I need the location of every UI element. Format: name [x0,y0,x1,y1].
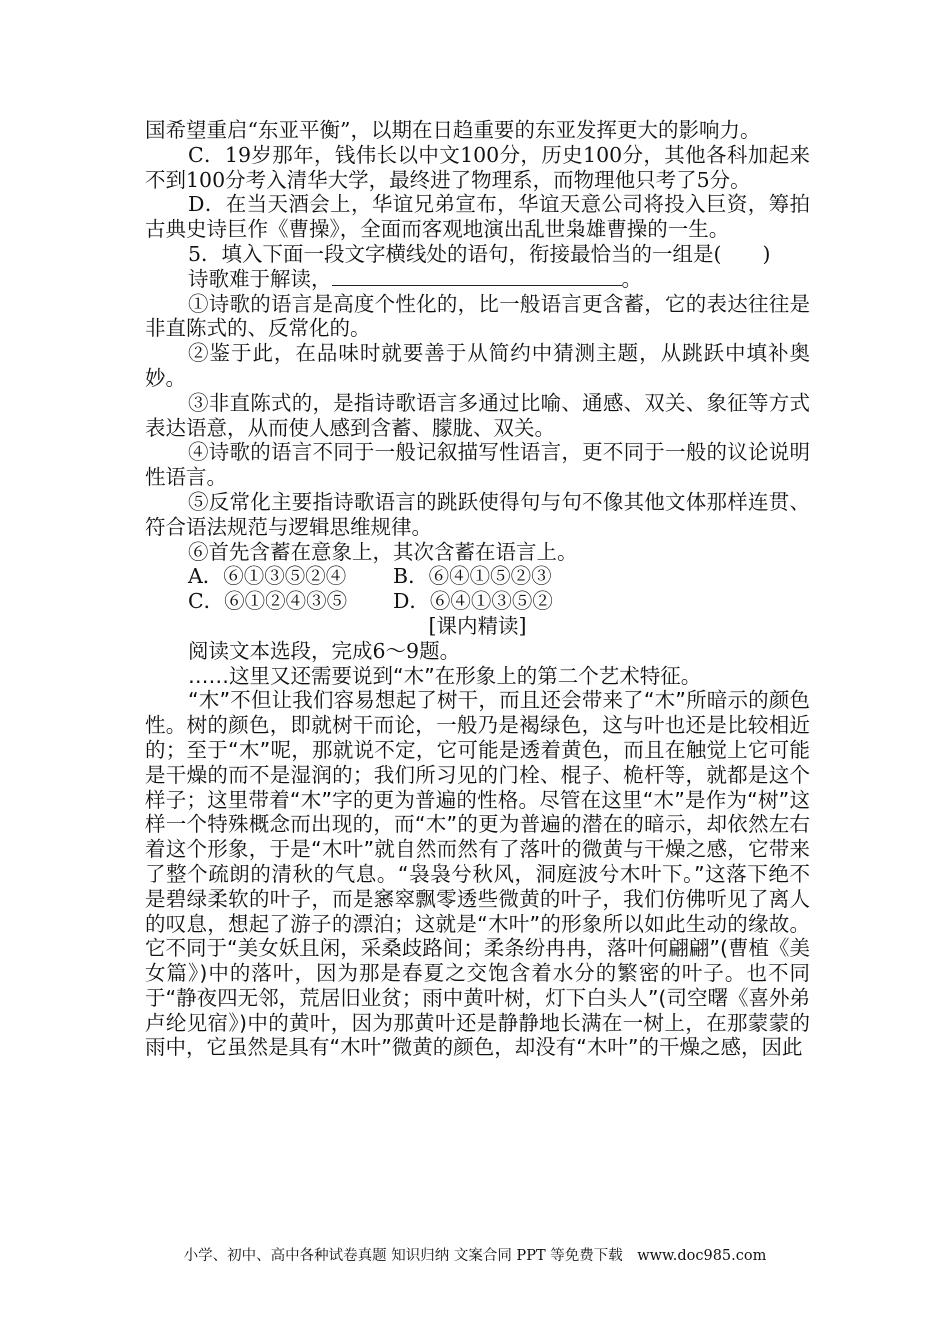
sentence-1: ①诗歌的语言是高度个性化的，比一般语言更含蓄，它的表达往往是非直陈式的、反常化的。 [145,291,810,341]
options-row-1 [145,564,810,589]
reading-instruction: 阅读文本选段，完成6～9题。 [188,638,461,663]
sentence-4: ④诗歌的语言不同于一般记叙描写性语言，更不同于一般的议论说明性语言。 [145,440,810,490]
sentence-3: ③非直陈式的，是指诗歌语言多通过比喻、通感、双关、象征等方式表达语意，从而使人感到含蓄、朦胧、双关。 [145,390,810,440]
sentence-2: ②鉴于此，在品味时就要善于从简约中猜测主题，从跳跃中填补奥妙。 [145,341,810,390]
options-row-2 [145,589,810,614]
option-d: D．⑥④①③⑤② [393,589,553,614]
page-footer: 小学、初中、高中各种试卷真题 知识归纳 文案合同 PPT 等免费下载 www.doc985.com [183,1248,767,1264]
option-b-continuation: 国希望重启“东亚平衡”，以期在日趋重要的东亚发挥更大的影响力。 [145,118,761,142]
excerpt-body: “木”不但让我们容易想起了树干，而且还会带来了“木”所暗示的颜色性。树的颜色，即就树干而论，一般乃是褐绿色，这与叶也还是比较相近的；至于“木”呢，那就说不定，它可能是透着黄色，而且在触觉上它可能是干燥的而不是湿润的；我们所习见的门栓、棍子、桅杆等，就都是这个样子；这里带着“木”字的更为普遍的性格。尽管在这里“木”是作为“树”这样一个特殊概念而出现的，而“木”的更为普遍的潜在的暗示，却依然左右着这个形象，于是“木叶”就自然而然有了落叶的微黄与干燥之感，它带来了整个疏朗的清秋的气息。“袅袅兮秋风，洞庭波兮木叶下。”这落下绝不是碧绿柔软的叶子，而是窸窣飘零透些微黄的叶子，我们仿佛听见了离人的叹息，想起了游子的漂泊；这就是“木叶”的形象所以如此生动的缘故。它不同于“美女妖且闲，采桑歧路间；柔条纷冉冉，落叶何翩翩”(曹植《美女篇》)中的落叶，因为那是春夏之交饱含着水分的繁密的叶子。也不同于“静夜四无邻，荒居旧业贫；雨中黄叶树，灯下白头人”(司空曙《喜外弟卢纶见宿》)中的黄叶，因为那黄叶还是静静地长满在一树上，在那蒙蒙的雨中，它虽然是具有“木叶”微黄的颜色，却没有“木叶”的干燥之感，因此 [145,688,810,1060]
stem-end: 。 [621,266,642,291]
question-5-stem [145,267,810,292]
excerpt-lead: ……这里又还需要说到“木”在形象上的第二个艺术特征。 [188,663,702,688]
sentence-5: ⑤反常化主要指诗歌语言的跳跃使得句与句不像其他文体那样连贯、符合语法规范与逻辑思维规律。 [145,489,810,539]
option-c-paragraph: C．19岁那年，钱伟长以中文100分，历史100分，其他各科加起来不到100分考入清华大学，最终进了物理系，而物理他只考了5分。 [145,142,810,192]
option-d-paragraph: D．在当天酒会上，华谊兄弟宣布，华谊天意公司将投入巨资，筹拍古典史诗巨作《曹操》，全面而客观地演出乱世枭雄曹操的一生。 [145,192,810,242]
stem-text: 诗歌难于解读， [188,266,332,291]
sentence-6: ⑥首先含蓄在意象上，其次含蓄在语言上。 [188,539,578,564]
option-b: B．⑥④①⑤②③ [393,564,552,589]
option-a: A．⑥①③⑤②④ [188,564,347,589]
answer-blank [332,267,622,286]
question-5: 5．填入下面一段文字横线处的语句，衔接最恰当的一组是( ) [188,241,771,266]
option-c: C．⑥①②④③⑤ [188,589,348,614]
section-title: [课内精读] [428,613,527,638]
document-page [145,118,810,1060]
